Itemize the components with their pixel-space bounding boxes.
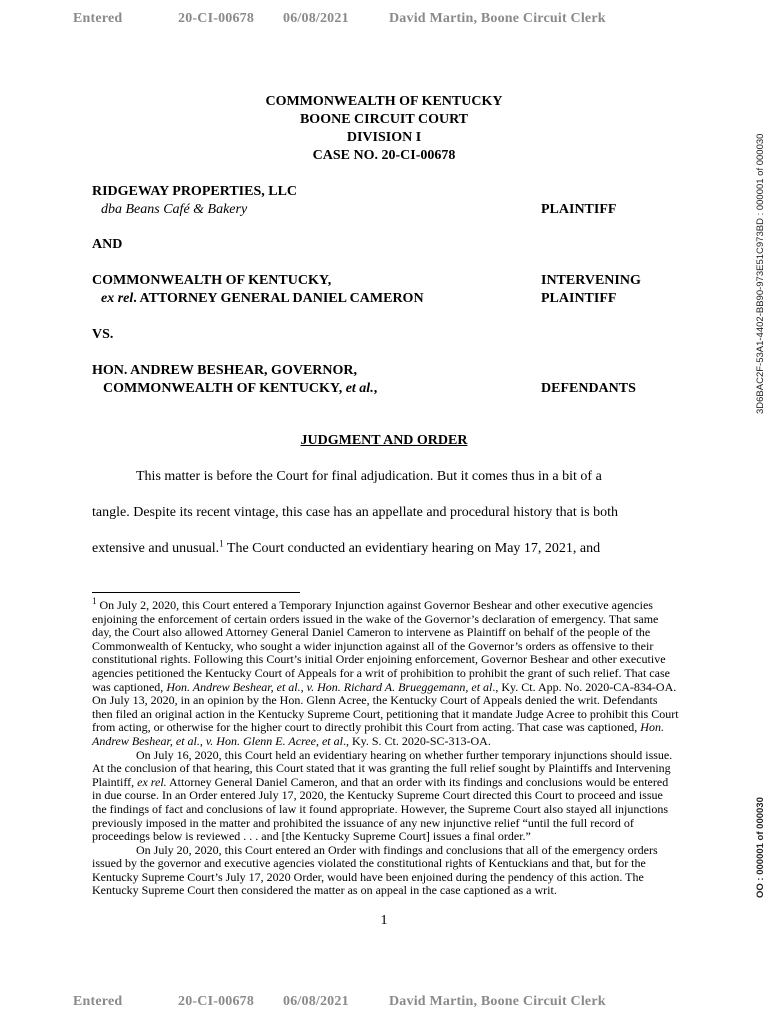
- intervenor-name: COMMONWEALTH OF KENTUCKY,: [92, 273, 332, 288]
- footnote-paragraph: On July 20, 2020, this Court entered an Order with findings and conclusions that all of the emergency orders issued by the governor and executive agencies violated the constitutional rights of Kentuckians and that, but for the Kentucky Supreme Court’s July 17, 2020 Order, would have been enjoined during the pendency of this action. The Kentucky Supreme Court then considered the matter as on appeal in the case captioned as a writ.: [92, 842, 658, 898]
- page-number: 1: [380, 913, 388, 928]
- footnote-divider: [92, 592, 300, 593]
- footnote-paragraph: $^1$ On July 2, 2020, this Court entered a Temporary Injunction against Governor Beshear and other executive agencies enjoining the enforcement of certain orders issued in the wake of the Governor’s declaration of emergency. That same day, the Court also allowed Attorney General Daniel Cameron to intervene as Plaintiff on behalf of the people of the Commonwealth of Kentucky, who sought a wider injunction against all of the Governor’s orders as offensive to their constitutional rights. Following this Court’s initial Order enjoining enforcement, Governor Beshear and other executive agencies petitioned the Kentucky Court of Appeals for a writ of prohibition to prohibit the grant of such relief. That case was captioned, Hon. Andrew Beshear, et al., v. Hon. Richard A. Brueggemann, et al., Ky. Ct. App. No. 2020-CA-834-OA. On July 13, 2020, in an opinion by the Hon. Glenn Acree, the Kentucky Court of Appeals denied the writ. Defendants then filed an original action in the Kentucky Supreme Court, petitioning that it mandate Judge Acree to prohibit this Court from acting, or otherwise for the higher court to directly prohibit this Court from acting. That case was captioned, Hon. Andrew Beshear, et al., v. Hon. Glenn E. Acree, et al., Ky. S. Ct. 2020-SC-313-OA.: [92, 596, 679, 748]
- vs-label: VS.: [92, 327, 114, 342]
- stamp-entered: Entered: [73, 11, 123, 26]
- defendant-role: DEFENDANTS: [541, 381, 636, 396]
- caption-line: DIVISION I: [346, 130, 422, 145]
- stamp-clerk: David Martin, Boone Circuit Clerk: [389, 11, 606, 26]
- caption-line: COMMONWEALTH OF KENTUCKY: [265, 94, 503, 109]
- stamp-clerk: David Martin, Boone Circuit Clerk: [389, 994, 606, 1009]
- plaintiff-name: RIDGEWAY PROPERTIES, LLC: [92, 184, 298, 199]
- stamp-case-number: 20-CI-00678: [178, 994, 255, 1009]
- caption-line: CASE NO. 20-CI-00678: [312, 148, 456, 163]
- footnote-reference: 1: [219, 538, 224, 549]
- side-page-count: OO : 000001 of 000030: [755, 797, 766, 898]
- stamp-case-number: 20-CI-00678: [178, 11, 255, 26]
- defendant-line2: COMMONWEALTH OF KENTUCKY, et al.,: [103, 381, 378, 396]
- footnote-mark: 1: [92, 596, 97, 606]
- stamp-date: 06/08/2021: [283, 11, 349, 26]
- stamp-entered: Entered: [73, 994, 123, 1009]
- intervenor-role-line1: INTERVENING: [541, 273, 641, 288]
- document-title: JUDGMENT AND ORDER: [300, 433, 468, 448]
- body-line: This matter is before the Court for final adjudication. But it comes thus in a bit of a: [136, 469, 602, 484]
- footnote: [92, 596, 680, 898]
- body-line: tangle. Despite its recent vintage, this case has an appellate and procedural history that is both: [92, 505, 618, 520]
- defendant-name: HON. ANDREW BESHEAR, GOVERNOR,: [92, 363, 358, 378]
- intervenor-ag: ex rel. ATTORNEY GENERAL DANIEL CAMERON: [101, 291, 424, 306]
- plaintiff-dba: dba Beans Café & Bakery: [101, 202, 248, 217]
- stamp-date: 06/08/2021: [283, 994, 349, 1009]
- footnote-paragraph: On July 16, 2020, this Court held an evidentiary hearing on whether further temporary injunctions should issue. At the conclusion of that hearing, this Court stated that it was granting the full relief sought by Plaintiffs and Intervening Plaintiff, ex rel. Attorney General Daniel Cameron, and that an order with its findings and conclusions would be entered in due course. In an Order entered July 17, 2020, the Kentucky Supreme Court directed this Court to proceed and issue the findings of fact and conclusions of law it found appropriate. However, the Supreme Court also stayed all injunctions previously imposed in the matter and prohibited the issuance of any new injunctive relief “until the full record of proceedings below is reviewed . . . and [the Kentucky Supreme Court] issues a final order.”: [92, 747, 673, 844]
- and-label: AND: [92, 237, 123, 252]
- intervenor-role-line2: PLAINTIFF: [541, 291, 617, 306]
- plaintiff-role: PLAINTIFF: [541, 202, 617, 217]
- body-line: extensive and unusual.$^1$ The Court conducted an evidentiary hearing on May 17, 2021, and: [92, 538, 601, 556]
- court-caption: [0, 93, 768, 165]
- side-document-id: 3D6BAC2F-53A1-4402-BB90-973E51C973BD : 000001 of 000030: [755, 133, 766, 414]
- caption-line: BOONE CIRCUIT COURT: [299, 112, 469, 127]
